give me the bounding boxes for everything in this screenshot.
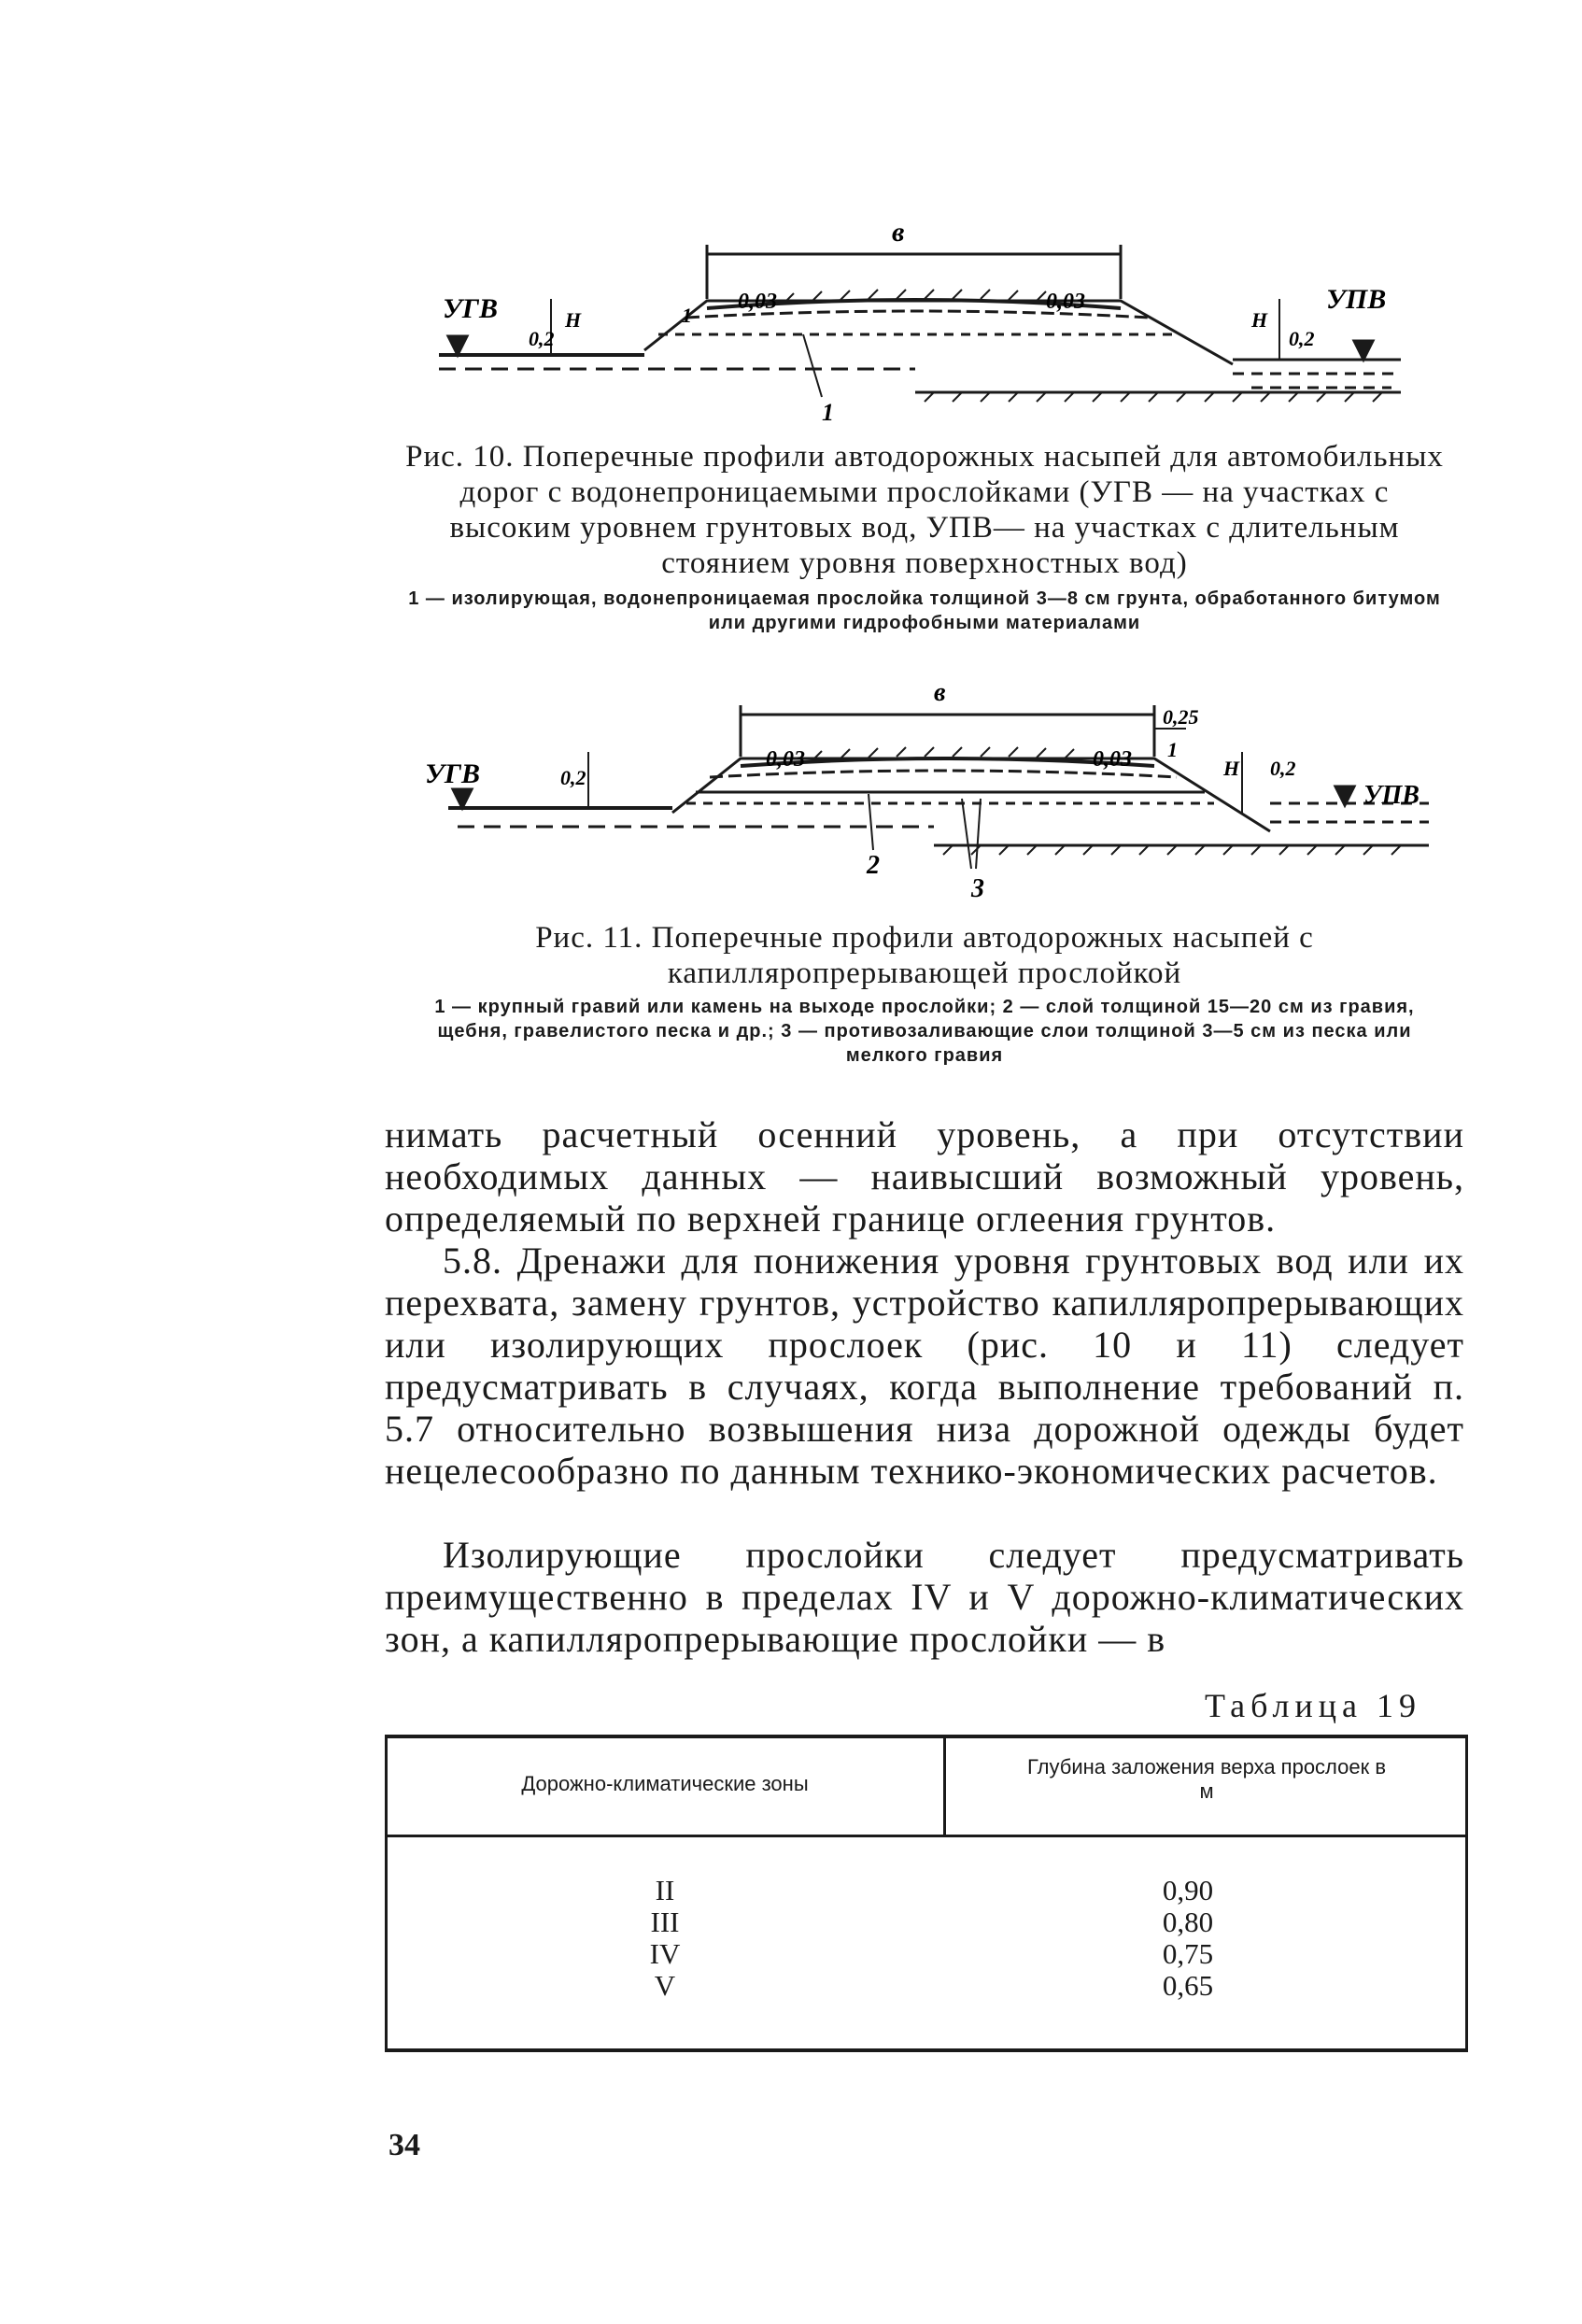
- fig11-slope-left: 0,03: [766, 747, 805, 772]
- zone-cell: V: [654, 1969, 676, 2002]
- fig11-ugv-label: УГВ: [425, 758, 481, 789]
- depth-cell: 0,90: [1162, 1874, 1214, 1906]
- paragraph-isolating-layers: [385, 1534, 1464, 1660]
- fig10-h-left: H: [565, 308, 582, 332]
- fig11-callout-2: 2: [867, 851, 880, 880]
- table-bottom-rule: [385, 2048, 1468, 2052]
- figure-10-drawing: [0, 205, 1582, 430]
- zone-cell: IV: [649, 1937, 681, 1970]
- fig11-upv-label: УПВ: [1363, 781, 1420, 810]
- fig11-02-right: 0,2: [1270, 757, 1296, 780]
- fig10-width-label: в: [892, 217, 905, 248]
- figure-11-caption: Рис. 11. Поперечные профили автодорожных насыпей с капилляропрерывающей прослойкой: [535, 921, 1314, 990]
- table-row: [590, 1970, 740, 2002]
- page-number: 34: [388, 2128, 420, 2162]
- table-row: [1113, 1938, 1263, 1970]
- depth-cell: 0,80: [1162, 1906, 1214, 1938]
- fig10-02-right: 0,2: [1289, 327, 1315, 350]
- fig10-h-right: H: [1251, 308, 1268, 332]
- paragraph-continuation: нимать расчетный осенний уровень, а при отсутствии необходимых данных — наивысший возможный уровень, определяемый по верхней границе оглеения грунтов.: [385, 1113, 1464, 1240]
- fig10-slope-left: 0,03: [738, 290, 777, 314]
- figure-10-caption: Рис. 10. Поперечные профили автодорожных насыпей для автомобильных дорог с водонепроницаемыми прослойками (УГВ — на участках с высоким уровнем грунтовых вод, УПВ— на участках с длительным стоянием уровня поверхностных вод): [405, 440, 1444, 580]
- paragraph-5-8: [385, 1240, 1464, 1492]
- table-col2-header: Глубина заложения верха прослоек в м: [1026, 1755, 1387, 1803]
- table-left-rule: [385, 1735, 388, 2052]
- fig10-slope-right: 0,03: [1046, 290, 1085, 314]
- fig10-upv-label: УПВ: [1326, 284, 1387, 315]
- paragraph-isolating-text: Изолирующие прослойки следует предусматривать преимущественно в пределах IV и V дорожно-климатических зон, а капилляропрерывающие прослойки — в: [385, 1534, 1464, 1660]
- table-header-rule: [385, 1835, 1468, 1837]
- fig11-slope-right: 0,03: [1093, 747, 1132, 772]
- fig10-02-left: 0,2: [529, 327, 555, 350]
- table-zones-column: [590, 1875, 740, 2002]
- zone-cell: III: [650, 1906, 680, 1938]
- figure-11: [0, 673, 1582, 906]
- table-right-rule: [1465, 1735, 1468, 2052]
- table-col1-header: Дорожно-климатические зоны: [521, 1772, 809, 1795]
- depth-cell: 0,65: [1162, 1969, 1214, 2002]
- table-row: [1113, 1906, 1263, 1938]
- table-column-rule: [943, 1735, 946, 1835]
- figure-10-legend: 1 — изолирующая, водонепроницаемая прослойка толщиной 3—8 см грунта, обработанного битумом или другими гидрофобными материалами: [408, 588, 1441, 633]
- table-row: [1113, 1875, 1263, 1906]
- fig11-02-left: 0,2: [560, 766, 586, 789]
- zone-cell: II: [655, 1874, 675, 1906]
- table-title: Таблица 19: [1205, 1687, 1421, 1724]
- fig11-callout-3: 3: [971, 874, 984, 903]
- figure-11-drawing: [0, 673, 1582, 906]
- table-depth-column: [1113, 1875, 1263, 2002]
- fig11-callout-1: 1: [1167, 738, 1178, 761]
- fig11-width-label: в: [934, 678, 946, 707]
- figure-11-legend: 1 — крупный гравий или камень на выходе прослойки; 2 — слой толщиной 15—20 см из гравия, щебня, гравелистого песка и др.; 3 — противозаливающие слои толщиной 3—5 см из песка или мелкого гравия: [434, 997, 1415, 1066]
- fig10-ratio-left: 1: [682, 304, 692, 327]
- table-row: [1113, 1970, 1263, 2002]
- paragraph-5-8-text: 5.8. Дренажи для понижения уровня грунтовых вод или их перехвата, замену грунтов, устройство капилляропрерывающих или изолирующих прослоек (рис. 10 и 11) следует предусматривать в случаях, когда выполнение требований п. 5.7 относительно возвышения низа дорожной одежды будет нецелесообразно по данным технико-экономических расчетов.: [385, 1240, 1464, 1492]
- table-row: [590, 1906, 740, 1938]
- table-row: [590, 1938, 740, 1970]
- table-row: [590, 1875, 740, 1906]
- fig11-h-right: H: [1223, 757, 1240, 780]
- figure-10: [0, 205, 1582, 430]
- fig10-callout-1: 1: [822, 399, 834, 426]
- table-top-rule: [385, 1735, 1468, 1738]
- fig11-025-label: 0,25: [1163, 705, 1199, 729]
- table-19: [385, 1735, 1468, 2052]
- depth-cell: 0,75: [1162, 1937, 1214, 1970]
- fig10-ugv-label: УГВ: [443, 293, 499, 324]
